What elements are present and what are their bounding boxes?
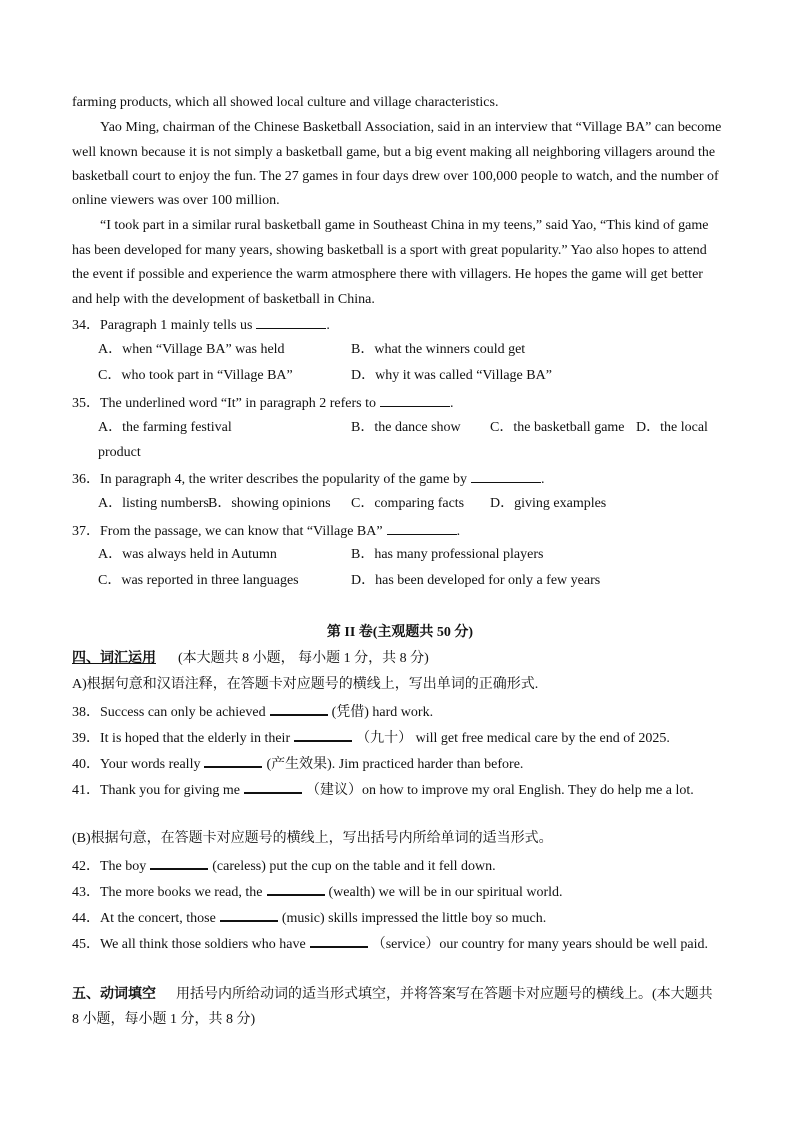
vocab-item-42: 42．The boy (careless) put the cup on the table and it fell down.: [72, 855, 496, 876]
passage-line: “I took part in a similar rural basketball game in Southeast China in my teens,” said Yao, “This kind of game: [100, 218, 709, 233]
vocab-item-40: 40．Your words really (产生效果). Jim practiced harder than before.: [72, 753, 523, 774]
answer-blank: [294, 727, 352, 742]
vocab-item-44: 44．At the concert, those (music) skills impressed the little boy so much.: [72, 907, 546, 928]
section-instruction: (B)根据句意，在答题卡对应题号的横线上，写出括号内所给单词的适当形式。: [72, 831, 553, 846]
section-heading: 五、动词填空: [72, 987, 156, 1002]
question-stem: 35．The underlined word “It” in paragraph 2 refers to: [72, 396, 376, 411]
answer-blank: [387, 521, 457, 535]
question-stem: 34．Paragraph 1 mainly tells us: [72, 318, 253, 333]
question-stem: 37．From the passage, we can know that “Village BA”: [72, 524, 383, 539]
passage-line: and help with the development of basketball in China.: [72, 292, 375, 307]
question-34: 34．Paragraph 1 mainly tells us .: [72, 315, 330, 335]
option-a: A．when “Village BA” was held: [98, 342, 285, 357]
passage-line: Yao Ming, chairman of the Chinese Basketball Association, said in an interview that “Village BA” can become: [100, 120, 722, 135]
section-4-header: [72, 650, 429, 668]
option-d: D．the local: [636, 420, 708, 435]
part-title: 第 II 卷(主观题共 50 分): [326, 625, 474, 640]
section-heading: 四、词汇运用: [72, 651, 156, 666]
answer-blank: [150, 855, 208, 870]
option-b: B．showing opinions: [208, 496, 331, 511]
passage-line: basketball court to enjoy the fun. The 27 games in four days drew over 100,000 people to watch, and the number of: [72, 169, 719, 184]
passage-line: online viewers was over 100 million.: [72, 193, 280, 208]
option-b: B．has many professional players: [351, 547, 544, 562]
option-c: C．comparing facts: [351, 496, 465, 511]
vocab-item-43: 43．The more books we read, the (wealth) we will be in our spiritual world.: [72, 881, 563, 902]
answer-blank: [310, 933, 368, 948]
passage-line: the event if possible and experience the warm atmosphere there with villagers. He hopes the game will get better: [72, 267, 703, 282]
passage-line: has been developed for many years, showing basketball is a sport with great popularity.” Yao also hopes to attend: [72, 243, 707, 258]
option-d: D．giving examples: [490, 496, 607, 511]
answer-blank: [256, 315, 326, 329]
option-c: C．was reported in three languages: [98, 573, 299, 588]
option-d: D．has been developed for only a few years: [351, 573, 601, 588]
answer-blank: [270, 701, 328, 716]
answer-blank: [220, 907, 278, 922]
section-note: (本大题共 8 小题， 每小题 1 分，共 8 分): [178, 651, 429, 666]
section-instruction-continued: 8 小题，每小题 1 分，共 8 分): [72, 1012, 256, 1027]
question-35: 35．The underlined word “It” in paragraph 2 refers to .: [72, 393, 454, 413]
option-d: D．why it was called “Village BA”: [351, 368, 552, 383]
option-b: B．the dance show: [351, 420, 461, 435]
option-a: A．the farming festival: [98, 420, 232, 435]
question-stem: 36．In paragraph 4, the writer describes the popularity of the game by: [72, 472, 467, 487]
section-instruction: 用括号内所给动词的适当形式填空，并将答案写在答题卡对应题号的横线上。(本大题共: [176, 987, 713, 1002]
answer-blank: [267, 881, 325, 896]
section-5-header: [72, 986, 713, 1004]
passage-line: farming products, which all showed local culture and village characteristics.: [72, 95, 499, 110]
answer-blank: [204, 753, 262, 768]
answer-blank: [380, 393, 450, 407]
option-c: C．the basketball game: [490, 420, 625, 435]
answer-blank: [244, 779, 302, 794]
vocab-item-45: 45．We all think those soldiers who have （service）our country for many years should be well paid.: [72, 933, 708, 954]
vocab-item-39: 39．It is hoped that the elderly in their （九十） will get free medical care by the end of 2025.: [72, 727, 670, 748]
section-instruction: A)根据句意和汉语注释，在答题卡对应题号的横线上，写出单词的正确形式.: [72, 677, 539, 692]
passage-line: well known because it is not simply a basketball game, but a big event making all neighboring villagers around the: [72, 145, 716, 160]
vocab-item-38: 38．Success can only be achieved (凭借) hard work.: [72, 701, 433, 722]
option-b: B．what the winners could get: [351, 342, 526, 357]
option-c: C．who took part in “Village BA”: [98, 368, 293, 383]
option-d-continued: product: [98, 445, 141, 460]
question-37: 37．From the passage, we can know that “Village BA” .: [72, 521, 460, 541]
question-36: 36．In paragraph 4, the writer describes the popularity of the game by .: [72, 469, 544, 489]
vocab-item-41: 41．Thank you for giving me （建议）on how to improve my oral English. They do help me a lot.: [72, 779, 694, 800]
option-a: A．was always held in Autumn: [98, 547, 277, 562]
option-a: A．listing numbers: [98, 496, 209, 511]
answer-blank: [471, 469, 541, 483]
